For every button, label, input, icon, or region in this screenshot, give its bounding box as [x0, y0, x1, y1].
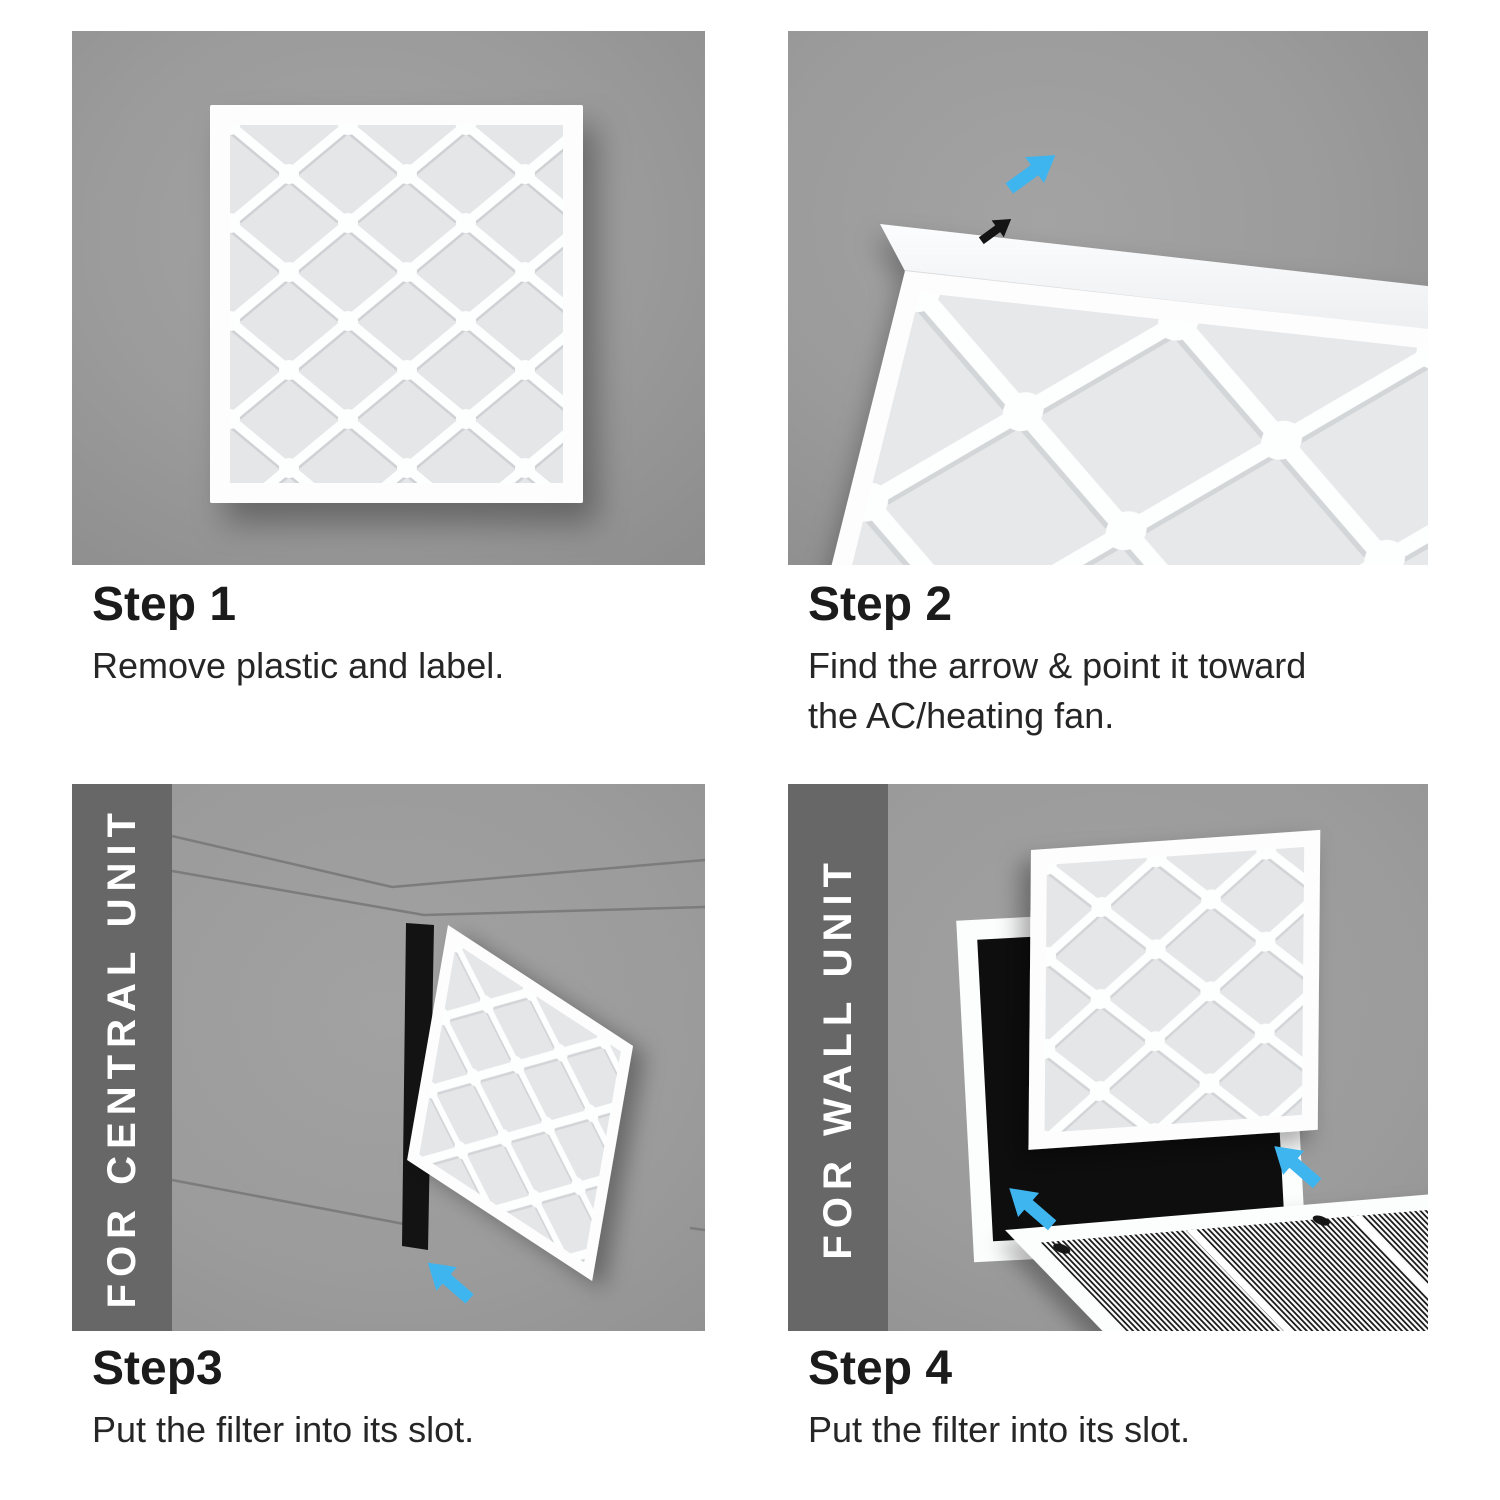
step-3-description: Put the filter into its slot. — [92, 1408, 475, 1450]
step-3-caption — [92, 1342, 474, 1455]
step-1-caption — [92, 578, 504, 691]
step-2-description: Find the arrow & point it toward — [808, 644, 1307, 686]
central-unit-badge — [72, 784, 172, 1331]
step-4-caption — [808, 1342, 1190, 1455]
step-4-description: Put the filter into its slot. — [808, 1408, 1191, 1450]
step-2-title: Step 2 — [808, 578, 953, 631]
central-unit-badge-label: FOR CENTRAL UNIT — [100, 806, 144, 1309]
step-2-description-line2: the AC/heating fan. — [808, 694, 1115, 736]
step-2-illustration-panel — [788, 31, 1428, 565]
step-1-title: Step 1 — [92, 578, 237, 631]
wall-unit-badge-label: FOR WALL UNIT — [816, 855, 860, 1260]
wall-unit-badge — [788, 784, 888, 1331]
air-filter-illustration — [210, 105, 583, 503]
step-1-illustration-panel — [72, 31, 705, 565]
air-filter-illustration — [1028, 830, 1320, 1150]
step-2-caption — [808, 578, 1306, 741]
step-3-title: Step3 — [92, 1342, 223, 1395]
step-4-title: Step 4 — [808, 1342, 953, 1395]
step-1-description: Remove plastic and label. — [92, 644, 505, 686]
